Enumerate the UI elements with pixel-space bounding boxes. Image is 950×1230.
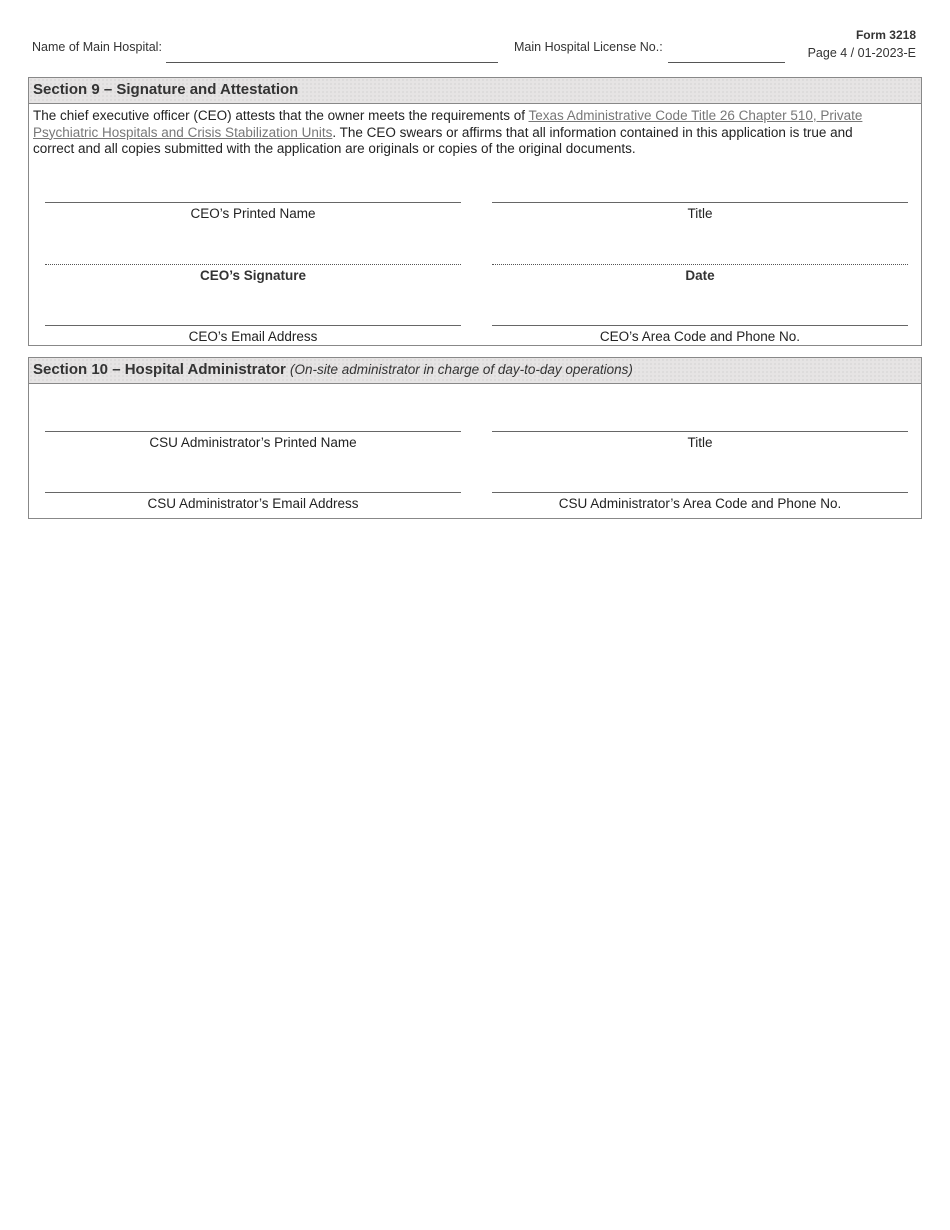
hospital-name-label: Name of Main Hospital:	[32, 40, 162, 54]
admin-printed-name-field[interactable]	[45, 431, 461, 450]
date-label: Date	[685, 268, 715, 283]
hospital-name-field[interactable]	[166, 48, 498, 63]
attestation-text-after: . The CEO swears or affirms that all information contained in this application is true and correct and all copies submitted with the application are originals or copies of the original documents.	[33, 124, 853, 156]
section-10-title-text: Section 10 – Hospital Administrator	[33, 361, 286, 378]
ceo-title-label: Title	[687, 206, 713, 221]
license-label: Main Hospital License No.:	[514, 40, 663, 54]
admin-title-field[interactable]	[492, 431, 908, 450]
page-info: Page 4 / 01-2023-E	[807, 46, 916, 60]
section-9-body	[29, 104, 921, 344]
ceo-email-field[interactable]	[45, 325, 461, 344]
ceo-phone-label: CEO’s Area Code and Phone No.	[599, 329, 801, 344]
license-number-field[interactable]	[668, 48, 785, 63]
section-9-title-text: Section 9 – Signature and Attestation	[33, 81, 299, 98]
attestation-text-before: The chief executive officer (CEO) attests that the owner meets the requirements of	[33, 108, 529, 123]
tac-chapter-510-link[interactable]: Texas Administrative Code Title 26 Chapter 510, Private Psychiatric Hospitals and Crisis Stabilization Units	[33, 108, 863, 140]
form-header	[0, 0, 950, 75]
ceo-phone-field[interactable]	[492, 325, 908, 344]
section-10-subtitle: (On-site administrator in charge of day-to-day operations)	[290, 362, 633, 377]
section-9-title	[29, 78, 921, 104]
admin-email-label: CSU Administrator’s Email Address	[147, 496, 359, 511]
admin-phone-label: CSU Administrator’s Area Code and Phone No.	[558, 496, 842, 511]
ceo-signature-label: CEO’s Signature	[199, 268, 307, 283]
admin-printed-name-label: CSU Administrator’s Printed Name	[149, 435, 357, 450]
section-10-title	[29, 358, 921, 384]
admin-phone-field[interactable]	[492, 492, 908, 511]
ceo-email-label: CEO’s Email Address	[188, 329, 318, 344]
section-10	[28, 357, 922, 519]
section-9	[28, 77, 922, 346]
ceo-printed-name-field[interactable]	[45, 202, 461, 221]
ceo-printed-name-label: CEO’s Printed Name	[190, 206, 316, 221]
admin-title-label: Title	[687, 435, 713, 450]
ceo-signature-field[interactable]	[45, 264, 461, 283]
ceo-title-field[interactable]	[492, 202, 908, 221]
admin-email-field[interactable]	[45, 492, 461, 511]
date-field[interactable]	[492, 264, 908, 283]
attestation-text	[29, 104, 921, 158]
form-number: Form 3218	[855, 28, 916, 42]
